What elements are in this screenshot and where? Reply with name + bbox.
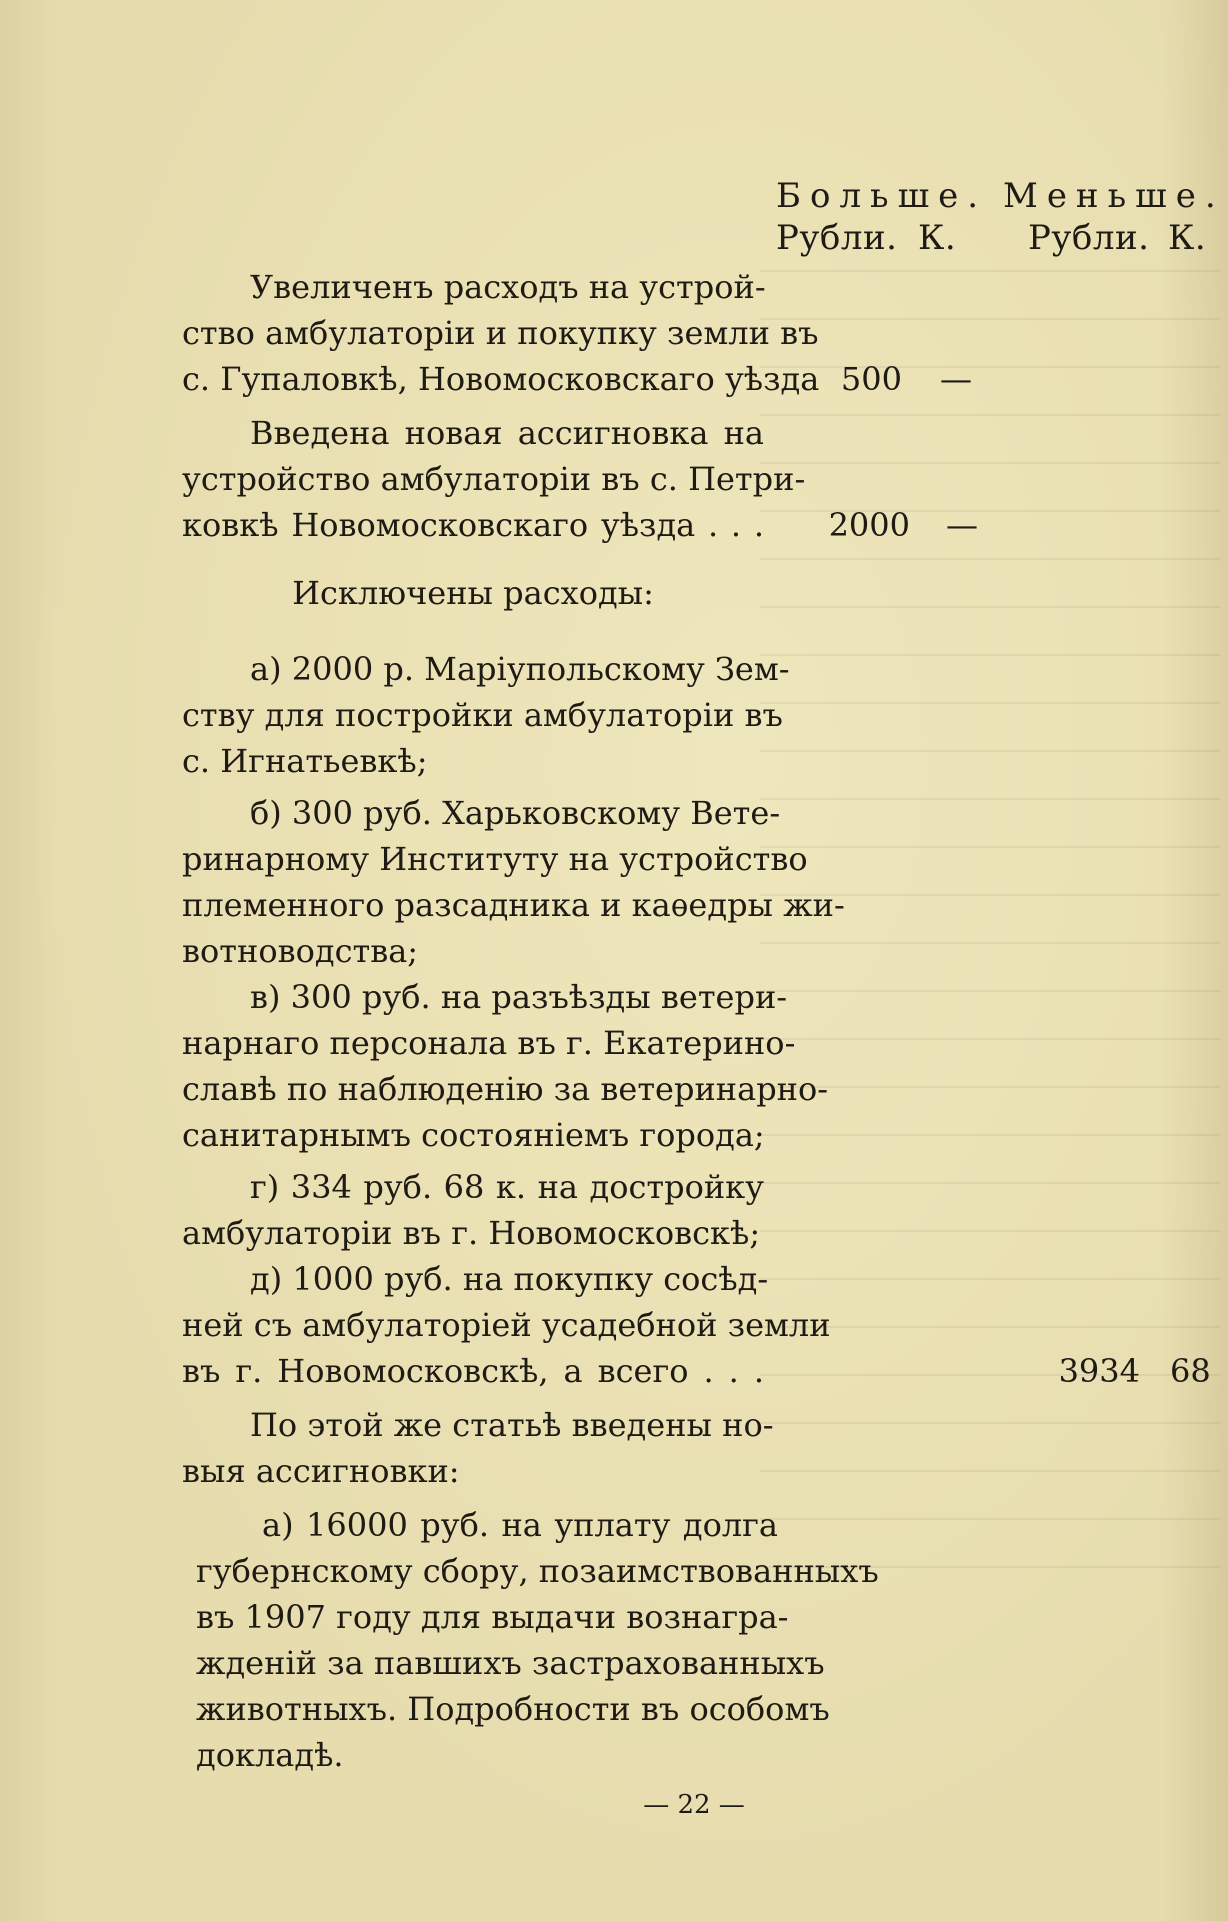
text-line: ковкѣ Новомосковскаго уѣзда . . . xyxy=(182,506,764,544)
text-line: ство амбулаторіи и покупку земли въ xyxy=(182,314,819,352)
amount-more-rubles: 500 xyxy=(840,360,902,398)
header-more: Больше. xyxy=(776,176,988,216)
text-line: санитарнымъ состояніемъ города; xyxy=(182,1116,765,1154)
header-more-kopecks: К. xyxy=(918,218,957,258)
text-line: д) 1000 руб. на покупку сосѣд- xyxy=(250,1260,769,1298)
header-more-rubles: Рубли. xyxy=(776,218,898,258)
amount-more-rubles: 2000 xyxy=(828,506,910,544)
text-line: ней съ амбулаторіей усадебной земли xyxy=(182,1306,831,1344)
amount-less-rubles: 3934 xyxy=(1058,1352,1140,1390)
text-line: вотноводства; xyxy=(182,932,419,970)
text-line: животныхъ. Подробности въ особомъ xyxy=(196,1690,830,1728)
text-line: По этой же статьѣ введены но- xyxy=(250,1406,774,1444)
text-line: г) 334 руб. 68 к. на достройку xyxy=(250,1168,764,1206)
header-less-kopecks: К. xyxy=(1168,218,1207,258)
text-line: славѣ по наблюденію за ветеринарно- xyxy=(182,1070,829,1108)
text-line: нарнаго персонала въ г. Екатерино- xyxy=(182,1024,796,1062)
header-less-rubles: Рубли. xyxy=(1028,218,1150,258)
section-heading: Исключены расходы: xyxy=(292,574,654,612)
text-line: племенного разсадника и каѳедры жи- xyxy=(182,886,845,924)
text-line: с. Игнатьевкѣ; xyxy=(182,742,428,780)
text-line: выя ассигновки: xyxy=(182,1452,460,1490)
text-line: въ 1907 году для выдачи вознагра- xyxy=(196,1598,789,1636)
text-line: б) 300 руб. Харьковскому Вете- xyxy=(250,794,781,832)
text-line: Введена новая ассигновка на xyxy=(250,414,764,452)
text-line: ству для постройки амбулаторіи въ xyxy=(182,696,783,734)
page-number: — 22 — xyxy=(643,1790,745,1820)
text-line: а) 2000 р. Маріупольскому Зем- xyxy=(250,650,790,688)
text-line: в) 300 руб. на разъѣзды ветери- xyxy=(250,978,788,1016)
text-line: устройство амбулаторіи въ с. Петри- xyxy=(182,460,806,498)
text-line: губернскому сбору, позаимствованныхъ xyxy=(196,1552,879,1590)
amount-more-dash: — xyxy=(940,360,972,398)
text-line: Увеличенъ расходъ на устрой- xyxy=(250,268,766,306)
text-line: въ г. Новомосковскѣ, а всего . . . xyxy=(182,1352,764,1390)
text-line: а) 16000 руб. на уплату долга xyxy=(262,1506,778,1544)
amount-less-kopecks: 68 xyxy=(1170,1352,1211,1390)
amount-more-dash: — xyxy=(946,506,978,544)
text-line: докладѣ. xyxy=(196,1736,344,1774)
text-line: амбулаторіи въ г. Новомосковскѣ; xyxy=(182,1214,761,1252)
header-less: Меньше. xyxy=(1003,176,1225,216)
text-line: с. Гупаловкѣ, Новомосковскаго уѣзда xyxy=(182,360,820,398)
text-line: жденій за павшихъ застрахованныхъ xyxy=(196,1644,825,1682)
text-line: ринарному Институту на устройство xyxy=(182,840,808,878)
